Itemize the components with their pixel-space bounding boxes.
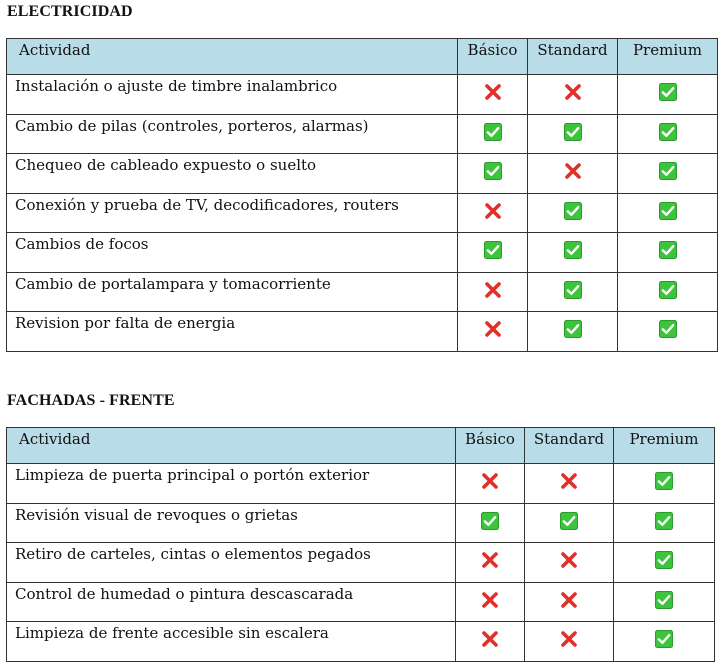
- mark-cell-premium: [614, 503, 715, 543]
- mark-cell-premium: [614, 582, 715, 622]
- header-actividad: Actividad: [7, 428, 456, 464]
- check-mark-icon: [655, 591, 673, 609]
- mark-cell-standard: [525, 582, 614, 622]
- cross-mark-icon: [484, 83, 502, 101]
- check-mark-icon: [659, 162, 677, 180]
- check-mark-icon: [659, 281, 677, 299]
- mark-cell-basico: [456, 622, 525, 662]
- mark-cell-standard: [525, 464, 614, 504]
- cross-mark-icon: [481, 472, 499, 490]
- mark-cell-premium: [618, 193, 718, 233]
- header-standard: Standard: [528, 39, 618, 75]
- header-premium: Premium: [618, 39, 718, 75]
- check-mark-icon: [655, 472, 673, 490]
- header-standard: Standard: [525, 428, 614, 464]
- table-row: [7, 233, 718, 273]
- cross-mark-icon: [560, 472, 578, 490]
- activity-cell: Limpieza de frente accesible sin escalera: [7, 622, 456, 662]
- header-basico: Básico: [456, 428, 525, 464]
- check-mark-icon: [659, 123, 677, 141]
- mark-cell-standard: [528, 193, 618, 233]
- cross-mark-icon: [481, 591, 499, 609]
- mark-cell-standard: [525, 543, 614, 583]
- mark-cell-standard: [528, 233, 618, 273]
- cross-mark-icon: [560, 551, 578, 569]
- check-mark-icon: [659, 83, 677, 101]
- electricidad-table: [6, 38, 718, 352]
- cross-mark-icon: [564, 162, 582, 180]
- activity-cell: Control de humedad o pintura descascarada: [7, 582, 456, 622]
- table-row: [7, 582, 715, 622]
- activity-cell: Cambio de pilas (controles, porteros, alarmas): [7, 114, 458, 154]
- mark-cell-premium: [614, 464, 715, 504]
- check-mark-icon: [560, 512, 578, 530]
- mark-cell-standard: [528, 114, 618, 154]
- mark-cell-premium: [618, 114, 718, 154]
- check-mark-icon: [564, 320, 582, 338]
- check-mark-icon: [564, 281, 582, 299]
- mark-cell-basico: [458, 114, 528, 154]
- mark-cell-premium: [618, 154, 718, 194]
- table-row: [7, 464, 715, 504]
- check-mark-icon: [564, 241, 582, 259]
- mark-cell-basico: [456, 543, 525, 583]
- activity-cell: Revisión visual de revoques o grietas: [7, 503, 456, 543]
- cross-mark-icon: [564, 83, 582, 101]
- check-mark-icon: [484, 241, 502, 259]
- table-row: [7, 622, 715, 662]
- activity-cell: Limpieza de puerta principal o portón exterior: [7, 464, 456, 504]
- mark-cell-premium: [618, 233, 718, 273]
- activity-cell: Revision por falta de energia: [7, 312, 458, 352]
- mark-cell-standard: [528, 75, 618, 115]
- cross-mark-icon: [560, 630, 578, 648]
- cross-mark-icon: [484, 320, 502, 338]
- cross-mark-icon: [560, 591, 578, 609]
- check-mark-icon: [659, 202, 677, 220]
- check-mark-icon: [484, 162, 502, 180]
- table-row: [7, 154, 718, 194]
- table-row: [7, 75, 718, 115]
- section-title-fachadas: FACHADAS - FRENTE: [7, 392, 175, 409]
- table-row: [7, 503, 715, 543]
- cross-mark-icon: [484, 202, 502, 220]
- mark-cell-basico: [458, 193, 528, 233]
- activity-cell: Cambios de focos: [7, 233, 458, 273]
- cross-mark-icon: [481, 551, 499, 569]
- table-header-row: [7, 39, 718, 75]
- table-row: [7, 543, 715, 583]
- mark-cell-basico: [458, 312, 528, 352]
- check-mark-icon: [659, 241, 677, 259]
- table-row: [7, 193, 718, 233]
- check-mark-icon: [481, 512, 499, 530]
- cross-mark-icon: [481, 630, 499, 648]
- header-actividad: Actividad: [7, 39, 458, 75]
- mark-cell-basico: [458, 75, 528, 115]
- mark-cell-standard: [528, 154, 618, 194]
- check-mark-icon: [564, 202, 582, 220]
- mark-cell-premium: [614, 622, 715, 662]
- table-row: [7, 114, 718, 154]
- activity-cell: Chequeo de cableado expuesto o suelto: [7, 154, 458, 194]
- check-mark-icon: [655, 630, 673, 648]
- mark-cell-premium: [618, 75, 718, 115]
- check-mark-icon: [655, 551, 673, 569]
- mark-cell-standard: [528, 312, 618, 352]
- activity-cell: Retiro de carteles, cintas o elementos pegados: [7, 543, 456, 583]
- mark-cell-premium: [614, 543, 715, 583]
- mark-cell-standard: [525, 622, 614, 662]
- activity-cell: Instalación o ajuste de timbre inalambrico: [7, 75, 458, 115]
- activity-cell: Cambio de portalampara y tomacorriente: [7, 272, 458, 312]
- mark-cell-premium: [618, 272, 718, 312]
- header-premium: Premium: [614, 428, 715, 464]
- table-row: [7, 312, 718, 352]
- mark-cell-standard: [525, 503, 614, 543]
- table-row: [7, 272, 718, 312]
- check-mark-icon: [564, 123, 582, 141]
- table-header-row: [7, 428, 715, 464]
- cross-mark-icon: [484, 281, 502, 299]
- check-mark-icon: [655, 512, 673, 530]
- activity-cell: Conexión y prueba de TV, decodificadores, routers: [7, 193, 458, 233]
- mark-cell-basico: [456, 582, 525, 622]
- header-basico: Básico: [458, 39, 528, 75]
- check-mark-icon: [484, 123, 502, 141]
- fachadas-table: [6, 427, 715, 662]
- mark-cell-basico: [458, 233, 528, 273]
- mark-cell-premium: [618, 312, 718, 352]
- mark-cell-basico: [458, 272, 528, 312]
- mark-cell-standard: [528, 272, 618, 312]
- mark-cell-basico: [456, 464, 525, 504]
- mark-cell-basico: [456, 503, 525, 543]
- mark-cell-basico: [458, 154, 528, 194]
- check-mark-icon: [659, 320, 677, 338]
- section-title-electricidad: ELECTRICIDAD: [7, 3, 133, 20]
